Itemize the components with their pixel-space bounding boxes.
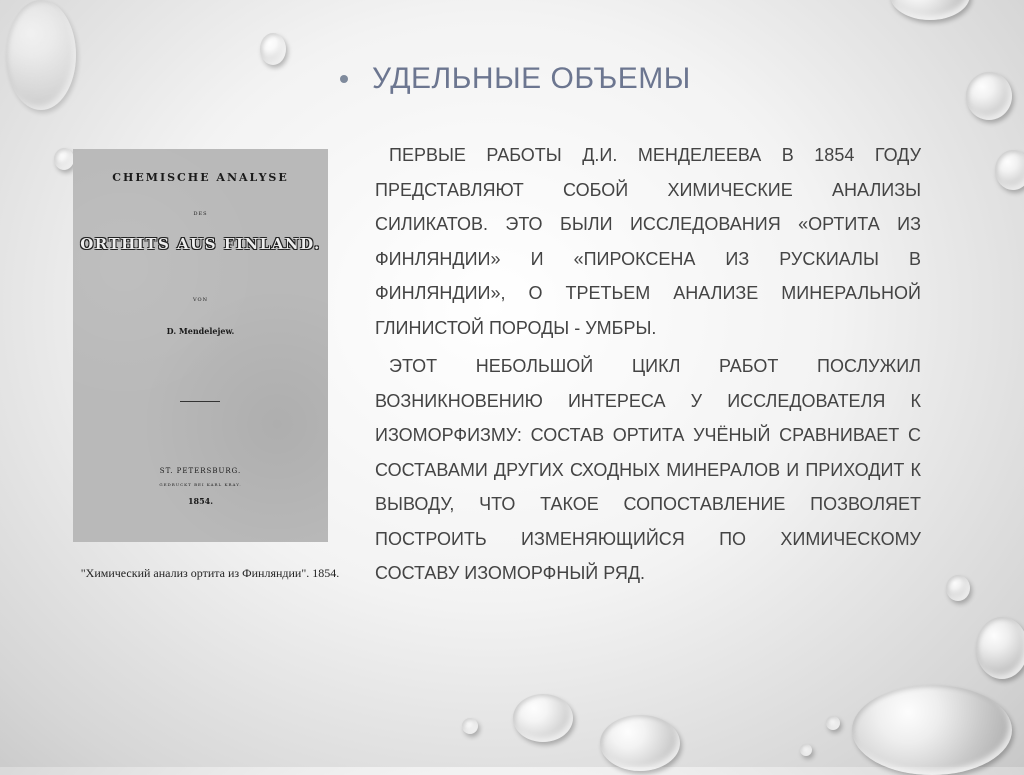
cover-year: 1854. [187, 496, 214, 506]
cover-printer: GEDRUCKT BEI KARL KRAY. [159, 482, 242, 487]
image-caption: "Химический анализ ортита из Финляндии". 1854. [80, 566, 340, 580]
cover-author: D. Mendelejew. [166, 326, 235, 336]
paragraph: ПЕРВЫЕ РАБОТЫ Д.И. МЕНДЕЛЕЕВА В 1854 ГОДУ ПРЕДСТАВЛЯЮТ СОБОЙ ХИМИЧЕСКИЕ АНАЛИЗЫ СИЛИКАТОВ. ЭТО БЫЛИ ИССЛЕДОВАНИЯ «ОРТИТА ИЗ ФИНЛЯНДИИ» И «ПИРОКСЕНА ИЗ РУСКИАЛЫ В ФИНЛЯНДИИ», О ТРЕТЬЕМ АНАЛИЗЕ МИНЕРАЛЬНОЙ ГЛИНИСТОЙ ПОРОДЫ - УМБРЫ. [375, 145, 921, 338]
paragraph: ЭТОТ НЕБОЛЬШОЙ ЦИКЛ РАБОТ ПОСЛУЖИЛ ВОЗНИКНОВЕНИЮ ИНТЕРЕСА У ИССЛЕДОВАТЕЛЯ К ИЗОМОРФИЗМУ: СОСТАВ ОРТИТА УЧЁНЫЙ СРАВНИВАЕТ С СОСТАВАМИ ДРУГИХ СХОДНЫХ МИНЕРАЛОВ И ПРИХОДИТ К ВЫВОДУ, ЧТО ТАКОЕ СОПОСТАВЛЕНИЕ ПОЗВОЛЯЕТ ПОСТРОИТЬ ИЗМЕНЯЮЩИЙСЯ ПО ХИМИЧЕСКОМУ СОСТАВУ ИЗОМОРФНЫЙ РЯД. [375, 356, 921, 583]
cover-divider [180, 401, 220, 402]
water-drop [513, 694, 573, 742]
water-drop [852, 685, 1012, 775]
water-drop [946, 575, 970, 601]
water-drop [800, 744, 812, 756]
water-drop [54, 148, 74, 170]
water-drop [6, 0, 76, 110]
title-bullet-icon [340, 75, 348, 83]
cover-title-line1: CHEMISCHE ANALYSE [112, 171, 289, 184]
water-drop [966, 72, 1012, 120]
water-drop [995, 150, 1024, 190]
water-drop [600, 715, 680, 771]
water-drop [462, 718, 478, 734]
slide-title-row [340, 62, 691, 96]
cover-title-line2: ORTHITS AUS FINLAND. [80, 235, 321, 253]
book-cover-image [73, 149, 328, 542]
cover-des: DES [193, 211, 208, 217]
cover-city: ST. PETERSBURG. [159, 467, 242, 475]
water-drop [976, 617, 1024, 679]
cover-von: VON [193, 297, 208, 303]
water-drop [890, 0, 970, 20]
body-text [375, 138, 921, 595]
water-drop [826, 716, 840, 730]
water-drop [260, 33, 286, 65]
slide-title: УДЕЛЬНЫЕ ОБЪЕМЫ [372, 62, 691, 95]
